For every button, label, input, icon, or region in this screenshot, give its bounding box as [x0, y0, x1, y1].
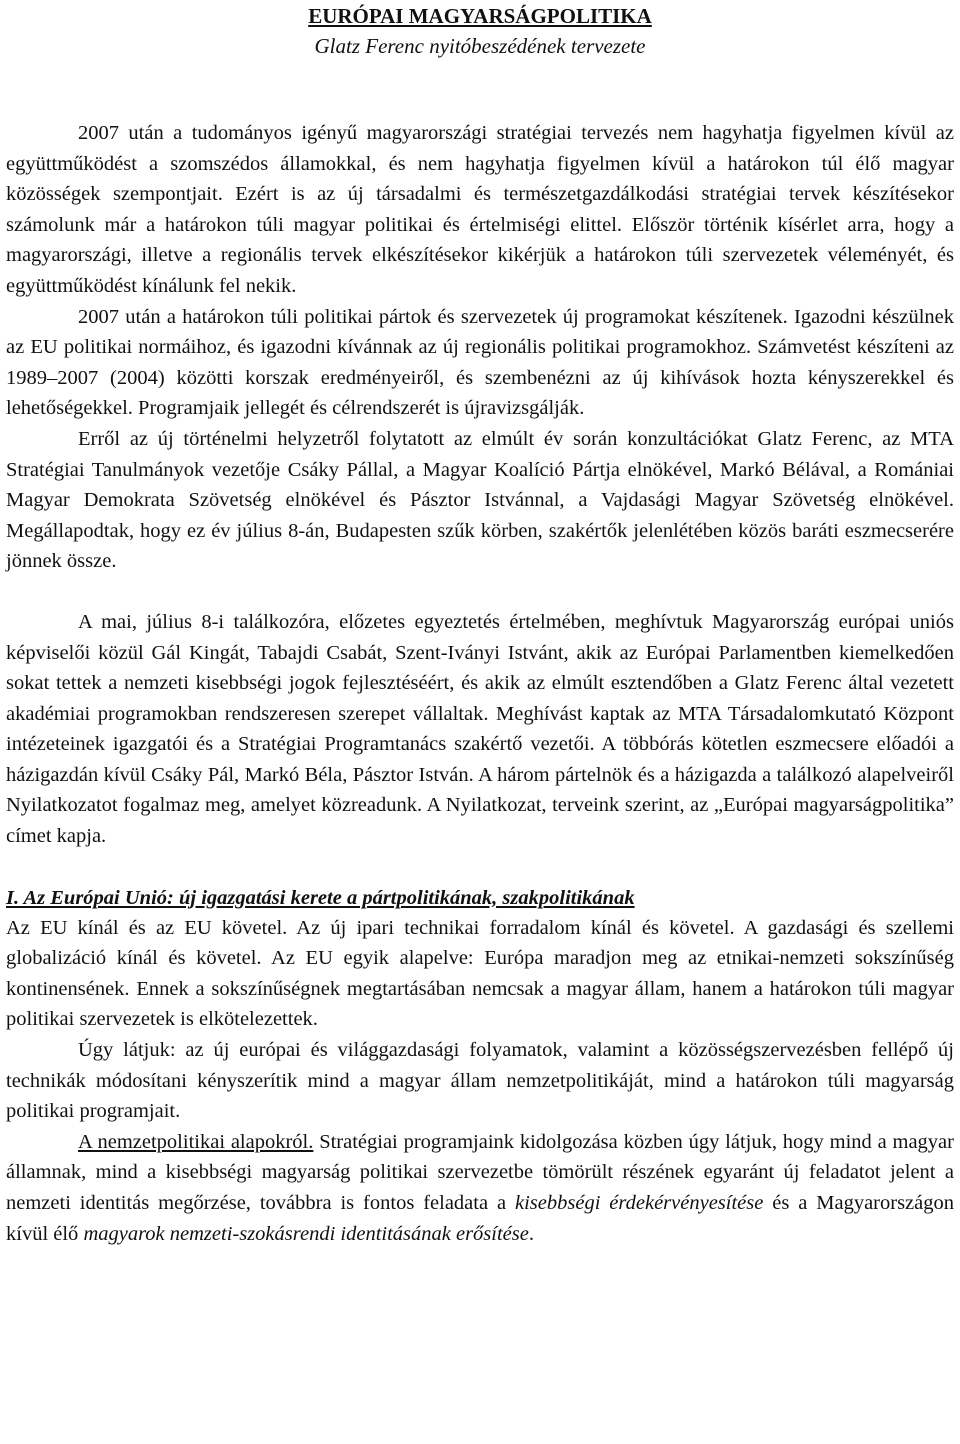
- emphasis-text: magyarok nemzeti-szokásrendi identitásának erősítése: [83, 1222, 529, 1245]
- document-body: [6, 118, 954, 1249]
- paragraph-text: és a Magyarországon kívül élő: [6, 1192, 955, 1245]
- paragraph-2: 2007 után a határokon túli politikai pártok és szervezetek új programokat készítenek. Igazodni készülnek az EU politikai normáihoz, és igazodni kívánnak az új regionális politikai programokhoz. Számvetést készíteni az 1989–2007 (2004) közötti korszak eredményeiről, és szembenézni az új kihívások hozta kényszerekkel és lehetőségekkel. Programjaik jellegét és célrendszerét is újravizsgálják.: [6, 305, 954, 420]
- section-spacer: [6, 852, 954, 883]
- section-heading: I. Az Európai Unió: új igazgatási kerete a pártpolitikának, szakpolitikának: [6, 886, 635, 909]
- emphasis-text: kisebbségi érdekérvényesítése: [515, 1192, 764, 1214]
- document-title: EURÓPAI MAGYARSÁGPOLITIKA: [308, 4, 652, 28]
- paragraph-text: Stratégiai programjaink kidolgozása közben úgy látjuk, hogy mind a magyar államnak, mind a kisebbségi magyarság politikai szervezetbe tömörült részének egyaránt új feladatot jelent a nemzeti identitás megőrzése, továbbra is fontos feladata a: [6, 1130, 954, 1214]
- paragraph-text: .: [528, 1222, 534, 1245]
- section-paragraph-2: Úgy látjuk: az új európai és világgazdasági folyamatok, valamint a közösségszervezésben fellépő új technikák módosítani kényszerítik mind a magyar állam nemzetpolitikáját, mind a határokon túli magyarság politikai programjait.: [6, 1039, 954, 1123]
- subsection-heading: A nemzetpolitikai alapokról.: [78, 1130, 314, 1153]
- section-paragraph-3: [6, 1127, 954, 1249]
- paragraph-spacer: [6, 577, 954, 607]
- section-paragraph-1: Az EU kínál és az EU követel. Az új ipari technikai forradalom kínál és követel. A gazdasági és szellemi globalizáció kínál és követel. Az EU egyik alapelve: Európa maradjon meg az etnikai-nemzeti sokszínűség kontinensének. Ennek a sokszínűségnek megtartásában nemcsak a magyar állam, hanem a határokon túli magyar politikai szervezetek is elkötelezettek.: [6, 916, 954, 1031]
- paragraph-1: 2007 után a tudományos igényű magyarországi stratégiai tervezés nem hagyhatja figyelmen kívül az együttműködést a szomszédos államokkal, és nem hagyhatja figyelmen kívül a határokon túl élő magyar közösségek szempontjait. Ezért is az új társadalmi és természetgazdálkodási stratégiai tervek készítésekor számolunk már a határokon túli magyar politikai és értelmiségi elittel. Először történik kísérlet arra, hogy a magyarországi, illetve a regionális tervek elkészítésekor kikérjük a határokon túli szervezetek véleményét, és együttműködést kínálunk fel nekik.: [6, 122, 954, 297]
- paragraph-3: Erről az új történelmi helyzetről folytatott az elmúlt év során konzultációkat Glatz Ferenc, az MTA Stratégiai Tanulmányok vezetője Csáky Pállal, a Magyar Koalíció Pártja elnökével, Markó Bélával, a Romániai Magyar Demokrata Szövetség elnökével és Pásztor Istvánnal, a Vajdasági Magyar Szövetség elnökével. Megállapodtak, hogy ez év július 8-án, Budapesten szűk körben, szakértők jelenlétében közös baráti eszmecserére jönnek össze.: [6, 427, 954, 573]
- document-subtitle: Glatz Ferenc nyitóbeszédének tervezete: [314, 34, 646, 58]
- paragraph-4: A mai, július 8-i találkozóra, előzetes egyeztetés értelmében, meghívtuk Magyarország európai uniós képviselői közül Gál Kingát, Tabajdi Csabát, Szent-Iványi Istvánt, akik az Európai Parlamentben kiemelkedően sokat tettek a nemzeti kisebbségi jogok fejlesztéséért, és akik az elmúlt esztendőben a Glatz Ferenc által vezetett akadémiai programokban rendszeresen szerepet vállaltak. Meghívást kaptak az MTA Társadalomkutató Központ intézeteinek igazgatói és a Stratégiai Programtanács szakértő vezetői. A többórás kötetlen eszmecsere előadói a házigazdán kívül Csáky Pál, Markó Béla, Pásztor István. A három pártelnök és a házigazda a találkozó alapelveiről Nyilatkozatot fogalmaz meg, amelyet közreadunk. A Nyilatkozat, terveink szerint, az „Európai magyarságpolitika” címet kapja.: [6, 610, 954, 848]
